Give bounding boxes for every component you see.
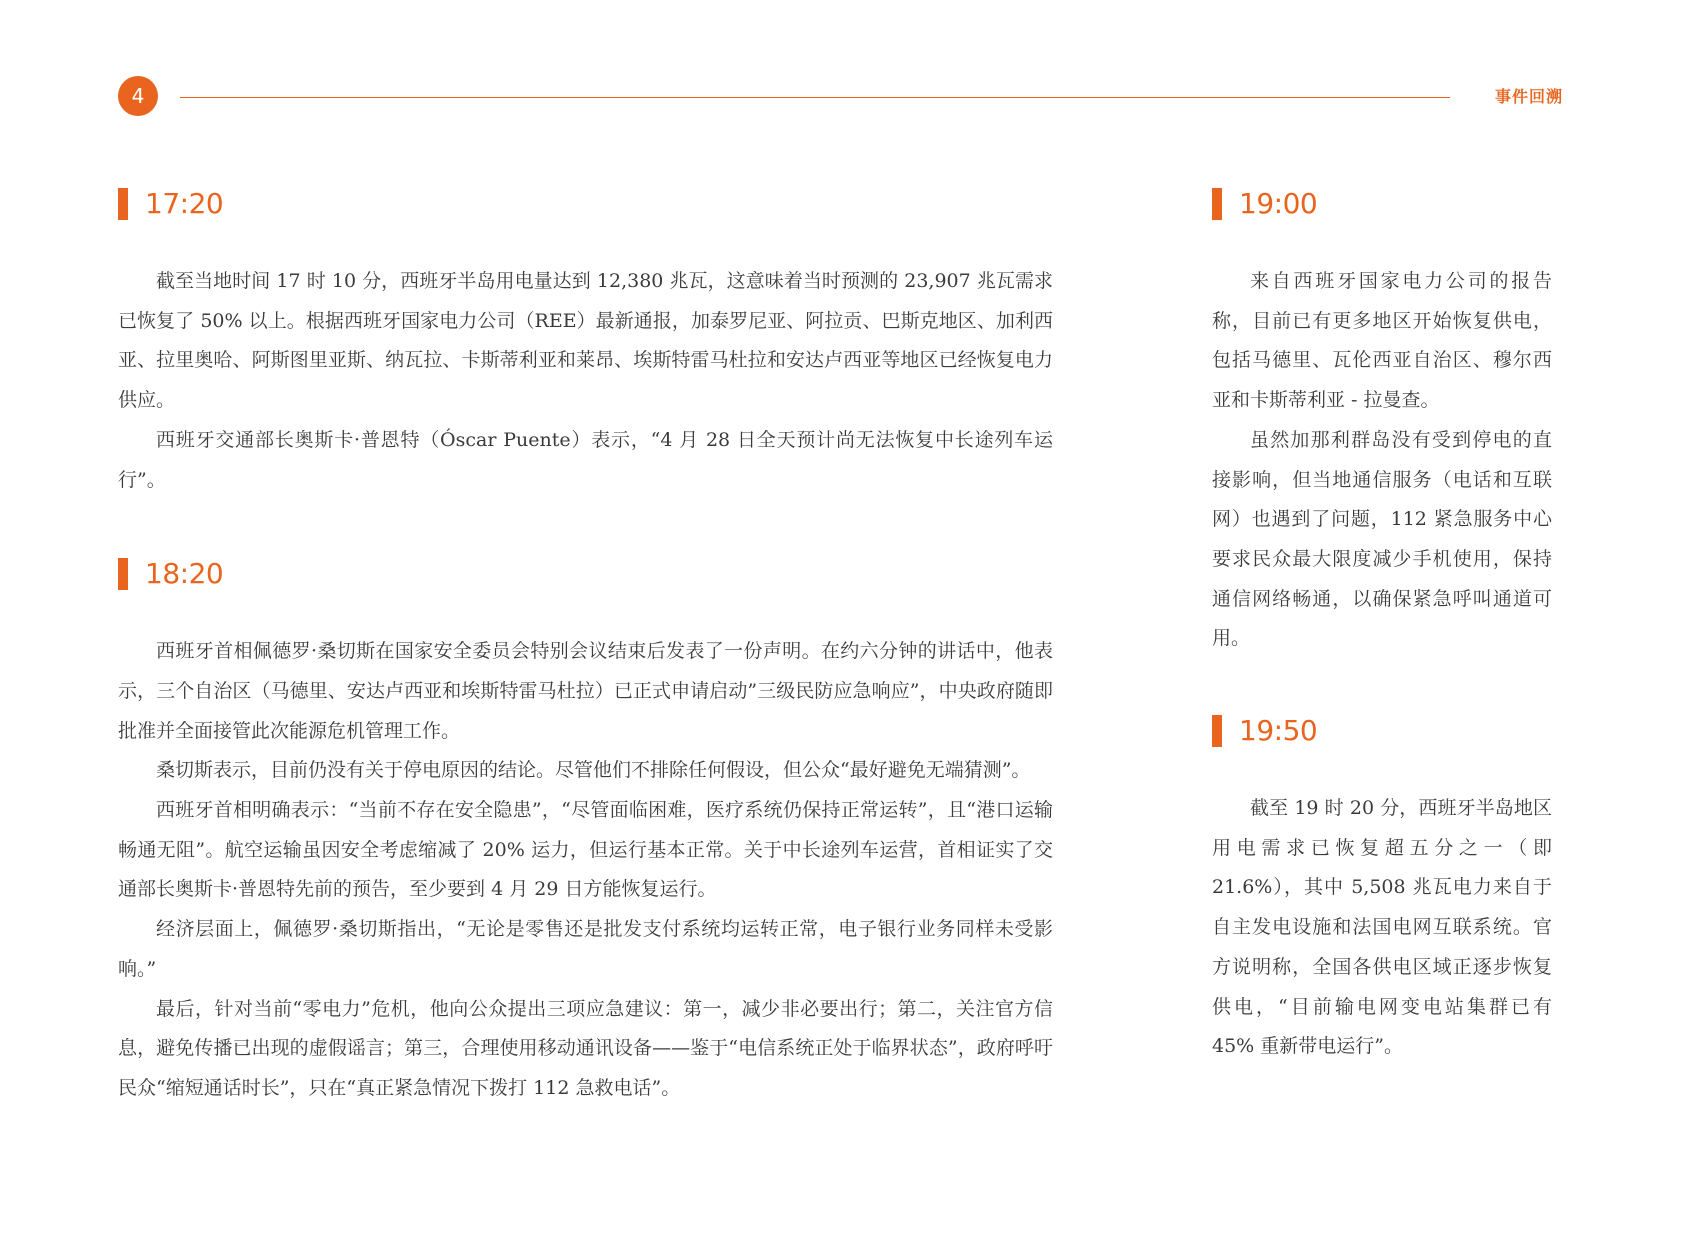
left-column (118, 186, 1053, 1109)
paragraph: 经济层面上，佩德罗·桑切斯指出，“无论是零售还是批发支付系统均运转正常，电子银行业务同样未受影响。” (118, 918, 1053, 980)
paragraph: 桑切斯表示，目前仍没有关于停电原因的结论。尽管他们不排除任何假设，但公众“最好避免无端猜测”。 (156, 759, 1031, 782)
paragraph: 截至 19 时 20 分，西班牙半岛地区用电需求已恢复超五分之一（即 21.6%），其中 5,508 兆瓦电力来自于自主发电设施和法国电网互联系统。官方说明称，全国各供电区域正逐步恢复供电，“目前输电网变电站集群已有 45% 重新带电运行”。 (1212, 797, 1552, 1058)
paragraph: 西班牙首相明确表示：“当前不存在安全隐患”，“尽管面临困难，医疗系统仍保持正常运转”，且“港口运输畅通无阻”。航空运输虽因安全考虑缩减了 20% 运力，但运行基本正常。关于中长途列车运营，首相证实了交通部长奥斯卡·普恩特先前的预告，至少要到 4 月 29 日方能恢复运行。 (118, 799, 1053, 901)
section-1900-body (1212, 262, 1552, 659)
section-tag: 事件回溯 (1495, 87, 1564, 106)
section-1950-body (1212, 789, 1552, 1067)
time-heading-1720: 17:20 (118, 186, 1053, 222)
right-column (1212, 186, 1552, 1067)
paragraph: 最后，针对当前“零电力”危机，他向公众提出三项应急建议：第一，减少非必要出行；第二，关注官方信息，避免传播已出现的虚假谣言；第三，合理使用移动通讯设备——鉴于“电信系统正处于临界状态”，政府呼吁民众“缩短通话时长”，只在“真正紧急情况下拨打 112 急救电话”。 (118, 997, 1053, 1099)
paragraph: 西班牙交通部长奥斯卡·普恩特（Óscar Puente）表示，“4 月 28 日全天预计尚无法恢复中长途列车运行”。 (118, 428, 1053, 491)
time-heading-1950: 19:50 (1212, 713, 1552, 749)
time-heading-1900: 19:00 (1212, 186, 1552, 222)
paragraph: 西班牙首相佩德罗·桑切斯在国家安全委员会特别会议结束后发表了一份声明。在约六分钟的讲话中，他表示，三个自治区（马德里、安达卢西亚和埃斯特雷马杜拉）已正式申请启动”三级民防应急响应”，中央政府随即批准并全面接管此次能源危机管理工作。 (118, 640, 1053, 742)
time-heading-1820: 18:20 (118, 556, 1053, 592)
paragraph: 来自西班牙国家电力公司的报告称，目前已有更多地区开始恢复供电，包括马德里、瓦伦西亚自治区、穆尔西亚和卡斯蒂利亚 - 拉曼查。 (1212, 270, 1552, 412)
page-number-badge: 4 (118, 76, 158, 116)
section-1820-body (118, 632, 1053, 1108)
header-divider (180, 97, 1450, 98)
paragraph: 虽然加那利群岛没有受到停电的直接影响，但当地通信服务（电话和互联网）也遇到了问题，112 紧急服务中心要求民众最大限度减少手机使用，保持通信网络畅通，以确保紧急呼叫通道可用。 (1212, 428, 1552, 650)
paragraph: 截至当地时间 17 时 10 分，西班牙半岛用电量达到 12,380 兆瓦，这意味着当时预测的 23,907 兆瓦需求已恢复了 50% 以上。根据西班牙国家电力公司（REE）最新通报，加泰罗尼亚、阿拉贡、巴斯克地区、加利西亚、拉里奥哈、阿斯图里亚斯、纳瓦拉、卡斯蒂利亚和莱昂、埃斯特雷马杜拉和安达卢西亚等地区已经恢复电力供应。 (118, 270, 1053, 412)
section-1720-body (118, 262, 1053, 500)
